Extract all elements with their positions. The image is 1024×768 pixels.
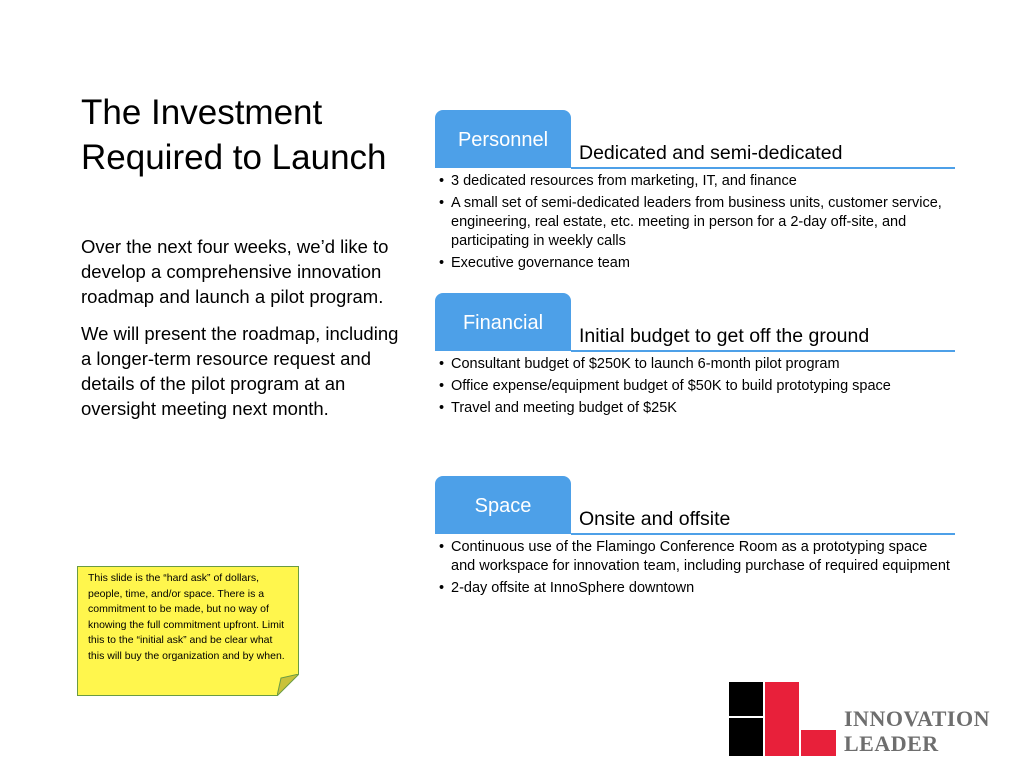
section-subtitle: Initial budget to get off the ground <box>579 325 870 347</box>
intro-paragraph: We will present the roadmap, including a longer-term resource request and details of the pilot program at an oversight meeting next month. <box>81 323 399 419</box>
list-item: • Travel and meeting budget of $25K <box>439 399 955 418</box>
list-item: • Executive governance team <box>439 254 955 273</box>
section-header <box>433 110 955 172</box>
tab-space: Space <box>435 476 571 534</box>
section-financial <box>433 293 955 421</box>
list-item: • 3 dedicated resources from marketing, IT, and finance <box>439 172 955 191</box>
bullet-list <box>433 172 955 273</box>
sticky-note-text: This slide is the “hard ask” of dollars, people, time, and/or space. There is a commitment to be made, but no way of knowing the full commitment upfront. Limit this to the “initial ask” and be clear what this will buy the organization and by when. <box>88 572 285 662</box>
list-item: • A small set of semi-dedicated leaders from business units, customer service, engineering, real estate, etc. meeting in person for a 2-day off-site, and participating in weekly calls <box>439 194 955 251</box>
section-header <box>433 476 955 538</box>
sticky-note <box>77 566 299 696</box>
section-space <box>433 476 955 601</box>
page-curl-icon <box>277 674 299 696</box>
list-item: • Consultant budget of $250K to launch 6-month pilot program <box>439 355 955 374</box>
section-divider <box>571 350 955 352</box>
list-item: • 2-day offsite at InnoSphere downtown <box>439 579 955 598</box>
logo-mark-icon <box>729 682 836 756</box>
logo-line: INNOVATION <box>844 706 990 731</box>
tab-financial: Financial <box>435 293 571 351</box>
section-subtitle: Dedicated and semi-dedicated <box>579 142 843 164</box>
section-subtitle: Onsite and offsite <box>579 508 731 530</box>
list-item: • Office expense/equipment budget of $50K to build prototyping space <box>439 377 955 396</box>
list-item: • Continuous use of the Flamingo Conference Room as a prototyping space and workspace for innovation team, including purchase of required equipment <box>439 538 955 576</box>
section-divider <box>571 533 955 535</box>
section-divider <box>571 167 955 169</box>
intro-paragraph: Over the next four weeks, we’d like to develop a comprehensive innovation roadmap and launch a pilot program. <box>81 236 389 307</box>
bullet-list <box>433 355 955 418</box>
intro-text <box>81 234 401 433</box>
logo-wordmark <box>844 706 990 756</box>
tab-personnel: Personnel <box>435 110 571 168</box>
innovation-leader-logo <box>729 682 1019 758</box>
bullet-list <box>433 538 955 598</box>
section-header <box>433 293 955 355</box>
logo-line: LEADER <box>844 731 939 756</box>
slide-title: The Investment Required to Launch <box>81 93 387 177</box>
section-personnel <box>433 110 955 276</box>
